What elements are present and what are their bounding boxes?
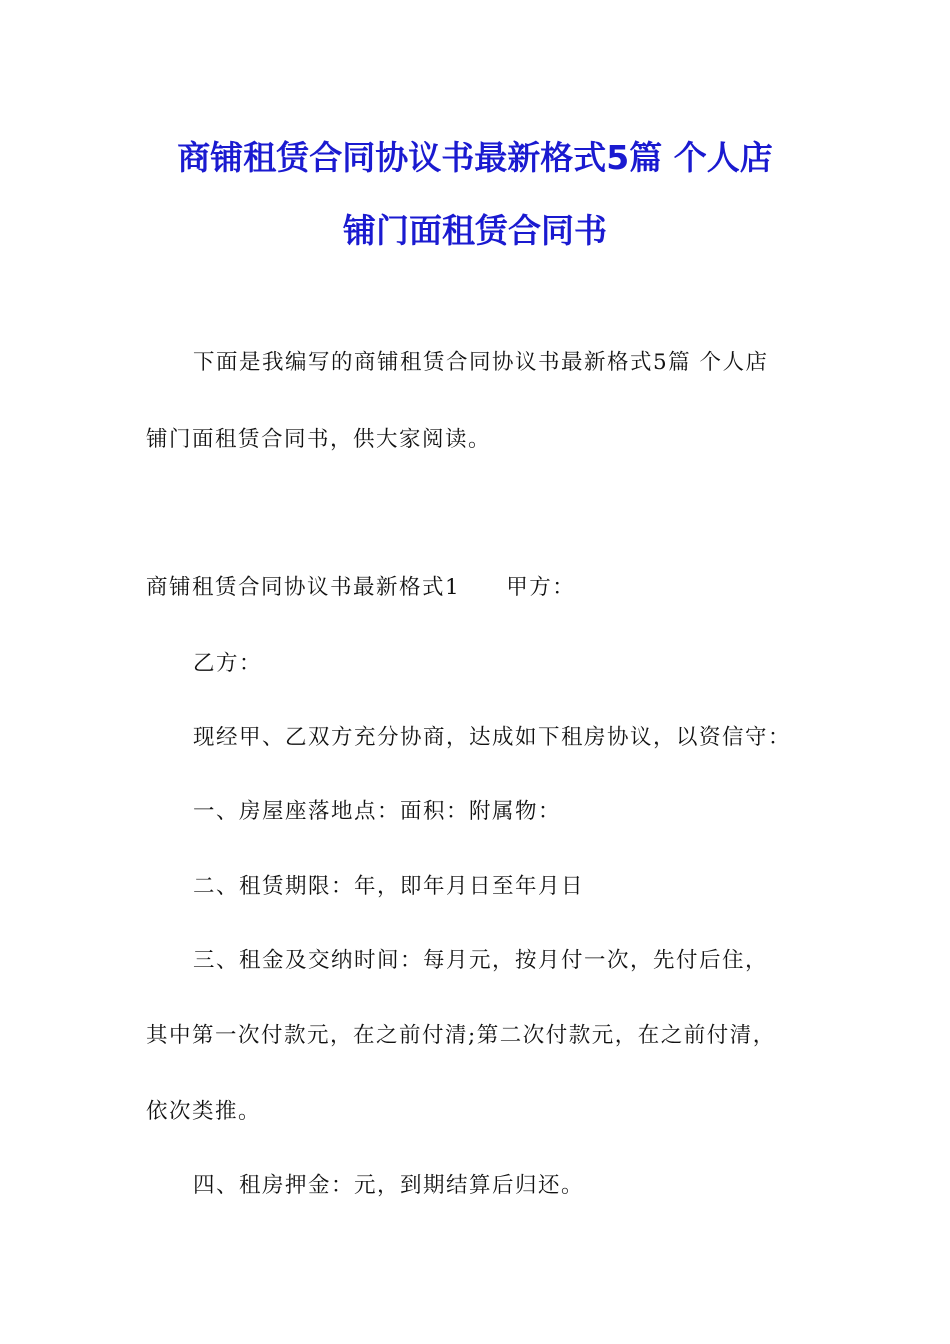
section-heading: 商铺租赁合同协议书最新格式1	[146, 575, 461, 600]
agreement-intro: 现经甲、乙双方充分协商，达成如下租房协议，以资信守：	[193, 725, 792, 750]
document-title-line-1: 商铺租赁合同协议书最新格式5篇 个人店	[177, 138, 773, 177]
clause-1: 一、房屋座落地点：面积：附属物：	[193, 799, 562, 824]
clause-2: 二、租赁期限：年，即年月日至年月日	[193, 874, 585, 899]
document-title-line-2: 铺门面租赁合同书	[343, 211, 607, 250]
party-a-label: 甲方：	[506, 575, 576, 600]
clause-3-line-3: 依次类推。	[146, 1099, 262, 1124]
party-b-label: 乙方：	[193, 651, 263, 676]
clause-3-line-1: 三、租金及交纳时间：每月元，按月付一次，先付后住，	[193, 948, 769, 973]
clause-3-line-2: 其中第一次付款元，在之前付清;第二次付款元，在之前付清，	[146, 1023, 776, 1048]
clause-4: 四、租房押金：元，到期结算后归还。	[193, 1173, 585, 1198]
section-heading-row	[146, 570, 575, 601]
intro-paragraph-line-1: 下面是我编写的商铺租赁合同协议书最新格式5篇 个人店	[193, 350, 769, 375]
intro-paragraph-line-2: 铺门面租赁合同书，供大家阅读。	[146, 427, 492, 452]
